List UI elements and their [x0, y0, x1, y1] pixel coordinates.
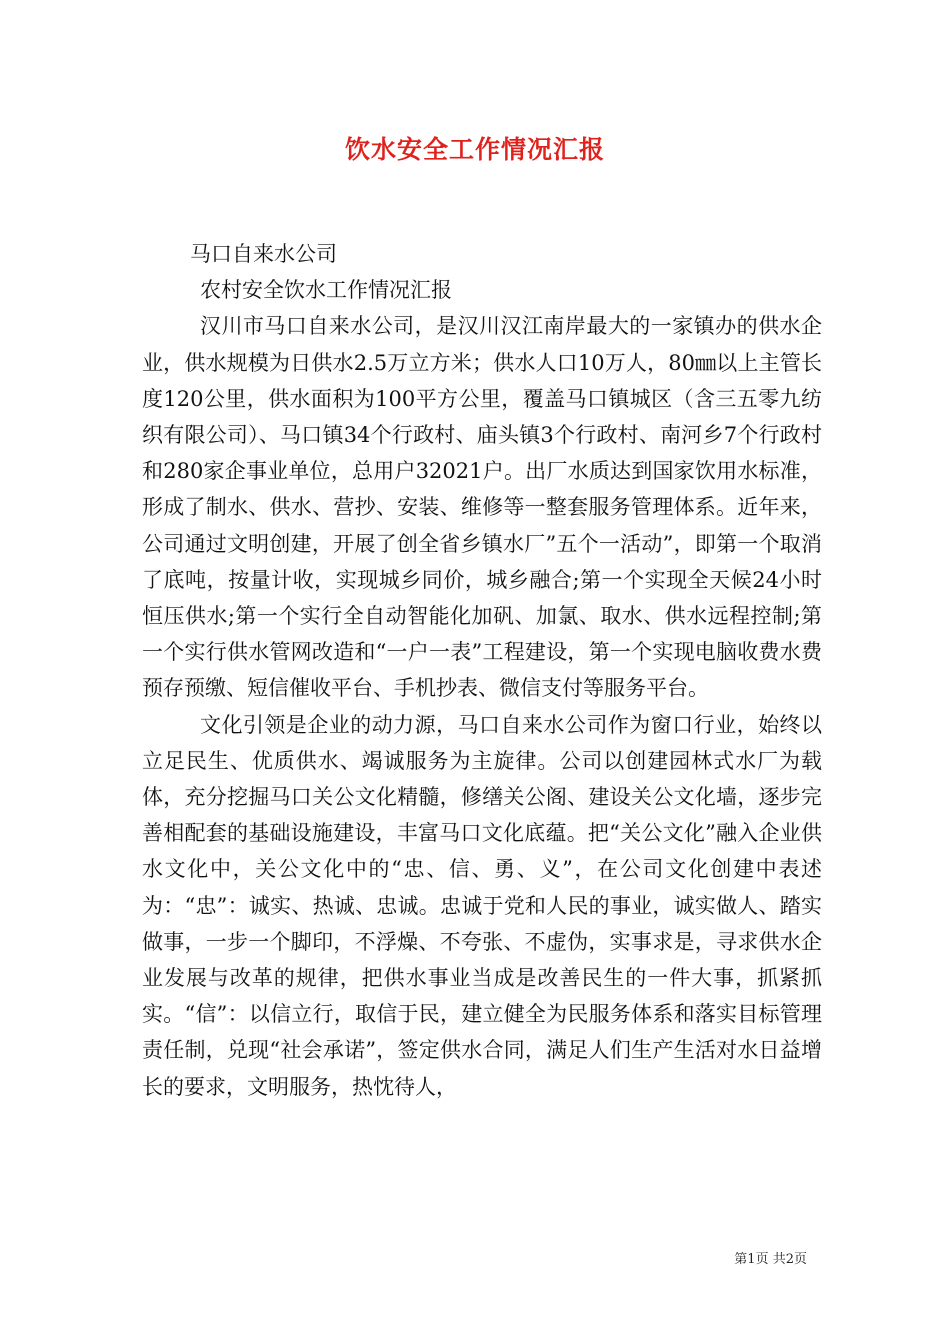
paragraph: 汉川市马口自来水公司，是汉川汉江南岸最大的一家镇办的供水企业，供水规模为日供水2.5万立方米；供水人口10万人，80㎜以上主管长度120公里，供水面积为100平方公里，覆盖马口镇城区（含三五零九纺织有限公司）、马口镇34个行政村、庙头镇3个行政村、南河乡7个行政村和280家企事业单位，总用户32021户。出厂水质达到国家饮用水标准，形成了制水、供水、营抄、安装、维修等一整套服务管理体系。近年来，公司通过文明创建，开展了创全省乡镇水厂”五个一活动”，即第一个取消了底吨，按量计收，实现城乡同价，城乡融合;第一个实现全天候24小时恒压供水;第一个实行全自动智能化加矾、加氯、取水、供水远程控制;第一个实行供水管网改造和“一户一表”工程建设，第一个实现电脑收费水费预存预缴、短信催收平台、手机抄表、微信支付等服务平台。: [142, 314, 822, 701]
current-page: 1: [747, 1252, 756, 1267]
page-middle: 页 共: [755, 1252, 786, 1267]
total-pages: 2: [785, 1252, 794, 1267]
organization-name: 马口自来水公司: [190, 242, 337, 266]
page-prefix: 第: [734, 1252, 748, 1267]
page-suffix: 页: [793, 1252, 807, 1267]
document-title: 饮水安全工作情况汇报: [344, 135, 605, 164]
page-number: [734, 1248, 807, 1267]
report-subtitle: 农村安全饮水工作情况汇报: [200, 278, 452, 303]
paragraph: 文化引领是企业的动力源，马口自来水公司作为窗口行业，始终以立足民生、优质供水、竭诚服务为主旋律。公司以创建园林式水厂为载体，充分挖掘马口关公文化精髓，修缮关公阁、建设关公文化墙，逐步完善相配套的基础设施建设，丰富马口文化底蕴。把“关公文化”融入企业供水文化中，关公文化中的“忠、信、勇、义”，在公司文化创建中表述为：“忠”：诚实、热诚、忠诚。忠诚于党和人民的事业，诚实做人、踏实做事，一步一个脚印，不浮燥、不夸张、不虚伪，实事求是，寻求供水企业发展与改革的规律，把供水事业当成是改善民生的一件大事，抓紧抓实。“信”：以信立行，取信于民，建立健全为民服务体系和落实目标管理责任制，兑现“社会承诺”，签定供水合同，满足人们生产生活对水日益增长的要求，文明服务，热忱待人，: [142, 712, 822, 1099]
document-body: [142, 236, 822, 1105]
